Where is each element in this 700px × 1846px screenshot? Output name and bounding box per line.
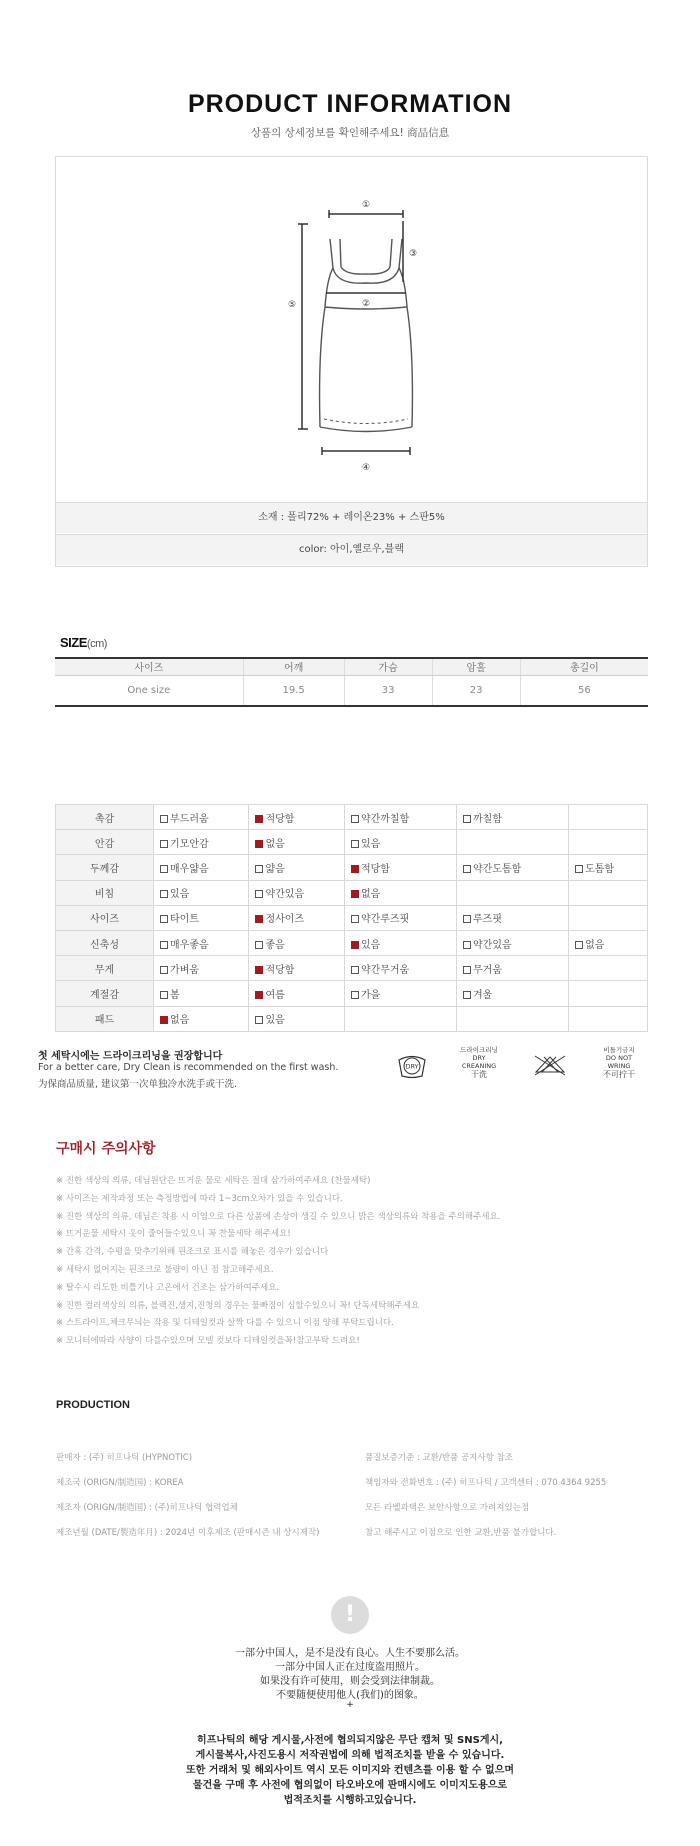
feature-option-label: 약간있음 (265, 889, 305, 901)
feature-option-label: 가을 (360, 989, 381, 1001)
feature-option (344, 830, 456, 855)
feature-label: 무게 (56, 956, 154, 981)
list-item: ※ 진한 색상의 의류, 데님은 착용 시 이염으로 다른 상품에 손상이 생길 수 있으니 밝은 색상의류와 착용을 주의해주세요. (56, 1211, 501, 1222)
feature-option-label: 있음 (265, 1015, 285, 1027)
feature-option-label: 적당함 (265, 964, 295, 976)
size-table (55, 657, 648, 707)
checked-box-icon (255, 915, 263, 923)
size-title: SIZE(cm) (60, 635, 107, 650)
production-title: PRODUCTION (56, 1399, 130, 1411)
garment-outline (320, 239, 413, 432)
feature-option (569, 855, 648, 880)
unchecked-box-icon (160, 890, 168, 898)
unchecked-box-icon (351, 915, 359, 923)
unchecked-box-icon (575, 941, 583, 949)
unchecked-box-icon (160, 865, 168, 873)
table-row (56, 855, 648, 880)
size-unit: (cm) (86, 638, 107, 650)
washing-notice-ko: 첫 세탁시에는 드라이크리닝을 권장합니다 (38, 1051, 223, 1062)
feature-option-label: 매우좋음 (170, 939, 209, 951)
size-cell: 33 (344, 675, 432, 706)
production-refund-note: 참고 해주시고 이점으로 인한 교환,반품 불가합니다. (365, 1528, 557, 1538)
unchecked-box-icon (463, 815, 471, 823)
feature-option-label: 가벼움 (170, 964, 199, 976)
unchecked-box-icon (463, 991, 471, 999)
feature-option-label: 적당함 (265, 813, 295, 825)
feature-option (457, 930, 569, 955)
feature-option (154, 930, 249, 955)
list-item: ※ 스트라이프,체크무늬는 작용 및 디테일컷과 살짝 다를 수 있으니 이점 양해 부탁드립니다. (56, 1318, 394, 1329)
feature-option-label: 기모안감 (170, 838, 209, 850)
no-bleach-icon (532, 1053, 568, 1077)
mark-5: ⑤ (287, 300, 297, 310)
washing-notice-en: For a better care, Dry Clean is recommended on the first wash. (38, 1062, 339, 1073)
plus-icon: + (346, 1700, 354, 1710)
feature-option-label: 없음 (265, 838, 285, 850)
size-header: 암홀 (432, 658, 520, 675)
unchecked-box-icon (160, 815, 168, 823)
feature-option-label: 약간도톰함 (473, 863, 522, 875)
unchecked-box-icon (463, 915, 471, 923)
feature-label: 패드 (56, 1006, 154, 1031)
unchecked-box-icon (463, 865, 471, 873)
list-item: ※ 세탁시 없어지는 핀조크로 불량이 아닌 점 참고해주세요. (56, 1264, 274, 1275)
unchecked-box-icon (351, 815, 359, 823)
checked-box-icon (351, 890, 359, 898)
size-cell: 19.5 (243, 675, 344, 706)
garment-diagram (56, 157, 647, 502)
feature-option (344, 981, 456, 1006)
feature-option-label: 없음 (360, 889, 381, 901)
feature-option (569, 880, 648, 905)
material-row: 소재 : 폴리72% + 레이온23% + 스판5% (56, 502, 647, 533)
feature-option-label: 약간까칠함 (360, 813, 410, 825)
list-item: ※ 탈수시 리도한 비틀기나 고온에서 건조는 삼가하여주세요. (56, 1282, 280, 1293)
mark-1: ① (361, 200, 371, 210)
checked-box-icon (255, 840, 263, 848)
table-row (56, 805, 648, 830)
notice-cn-line: 一部分中国人，是不是没有良心。人生不要那么活。 (235, 1648, 465, 1659)
feature-option (457, 830, 569, 855)
page-subtitle: 상품의 상세정보를 확인해주세요! 商品信息 (250, 127, 450, 139)
notice-ko-line: 물건을 구매 후 사전에 협의없이 타오바오에 판매시에도 이미지도용으로 (192, 1780, 508, 1791)
feature-label: 계절감 (56, 981, 154, 1006)
unchecked-box-icon (160, 991, 168, 999)
checked-box-icon (351, 941, 359, 949)
feature-option-label: 까칠함 (473, 813, 502, 825)
feature-option (154, 956, 249, 981)
feature-option (249, 880, 344, 905)
page-title: PRODUCT INFORMATION (187, 90, 513, 118)
unchecked-box-icon (351, 966, 359, 974)
feature-option (154, 1006, 249, 1031)
feature-option-label: 좋음 (265, 939, 285, 951)
feature-option (569, 1006, 648, 1031)
feature-option-label: 있음 (170, 889, 190, 901)
unchecked-box-icon (255, 865, 263, 873)
feature-option (344, 805, 456, 830)
unchecked-box-icon (255, 890, 263, 898)
feature-option-label: 약간무거움 (360, 964, 410, 976)
feature-option (154, 855, 249, 880)
size-cell: 56 (520, 675, 648, 706)
unchecked-box-icon (575, 865, 583, 873)
table-row (56, 830, 648, 855)
table-row (56, 930, 648, 955)
do-not-wring-icon: 비틀기금지 DO NOT WRING 不可拧干 (603, 1046, 635, 1079)
feature-option-label: 무거움 (473, 964, 502, 976)
feature-option (344, 905, 456, 930)
unchecked-box-icon (160, 966, 168, 974)
feature-option-label: 매우얇음 (170, 863, 209, 875)
notice-ko-line: 히프나틱의 해당 게시물,사전에 협의되지않은 무단 캡쳐 및 SNS게시, (197, 1735, 503, 1746)
unchecked-box-icon (463, 941, 471, 949)
unchecked-box-icon (351, 840, 359, 848)
svg-text:DRY: DRY (405, 1062, 419, 1071)
feature-label: 비침 (56, 880, 154, 905)
feature-option (457, 855, 569, 880)
feature-option-label: 부드러움 (170, 813, 209, 825)
caution-title: 구매시 주의사항 (56, 1141, 156, 1157)
exclamation-icon: ! (331, 1596, 369, 1634)
feature-option (249, 805, 344, 830)
feature-option-label: 적당함 (360, 863, 390, 875)
unchecked-box-icon (255, 1016, 263, 1024)
feature-option (249, 930, 344, 955)
feature-option (154, 981, 249, 1006)
mark-2: ② (361, 299, 371, 309)
size-cell: 23 (432, 675, 520, 706)
feature-option (569, 830, 648, 855)
color-row: color: 아이,옐로우,블랙 (56, 534, 647, 565)
production-origin: 제조국 (ORIGN/制造国) : KOREA (56, 1478, 184, 1488)
feature-option-label: 정사이즈 (265, 914, 305, 926)
table-row (56, 981, 648, 1006)
caution-list (56, 1173, 656, 1351)
table-row (56, 1006, 648, 1031)
feature-label: 안감 (56, 830, 154, 855)
feature-option (569, 805, 648, 830)
dry-icon (395, 1048, 429, 1082)
feature-option (457, 1006, 569, 1031)
feature-option-label: 없음 (170, 1015, 190, 1027)
product-info-box (55, 156, 648, 567)
feature-option-label: 없음 (585, 939, 605, 951)
notice-cn-line: 一部分中国人正在过度盗用照片。 (275, 1662, 425, 1673)
feature-label: 촉감 (56, 805, 154, 830)
feature-label: 신축성 (56, 930, 154, 955)
feature-option (249, 855, 344, 880)
feature-option (457, 905, 569, 930)
feature-option-label: 있음 (360, 838, 381, 850)
feature-option (457, 981, 569, 1006)
feature-option (569, 930, 648, 955)
unchecked-box-icon (463, 966, 471, 974)
notice-cn-line: 不要随便使用他人(我们)的图象。 (276, 1690, 424, 1701)
checked-box-icon (255, 966, 263, 974)
unchecked-box-icon (160, 941, 168, 949)
feature-option (154, 905, 249, 930)
feature-option-label: 루즈핏 (473, 914, 502, 926)
notice-ko-line: 또한 거래처 및 해외사이트 역시 모든 이미지와 컨텐츠를 이용 할 수 없으며 (185, 1765, 515, 1776)
feature-option-label: 겨울 (473, 989, 493, 1001)
production-maker: 제조자 (ORIGN/制造国) : (주)히프나틱 협력업체 (56, 1503, 238, 1513)
feature-option (344, 956, 456, 981)
feature-option (344, 855, 456, 880)
unchecked-box-icon (255, 941, 263, 949)
dry-cleaning-icon: 드라이크리닝 DRY CREANING 干洗 (460, 1046, 498, 1079)
size-header: 총길이 (520, 658, 648, 675)
feature-option (457, 956, 569, 981)
production-date: 제조년월 (DATE/製造年月) : 2024년 이후제조 (판매시즌 내 상시제작) (56, 1528, 320, 1538)
feature-option-label: 도톰함 (585, 863, 615, 875)
size-header: 사이즈 (55, 658, 243, 675)
list-item: ※ 사이즈는 제작과정 또는 측정방법에 따라 1~3cm오차가 있을 수 있습니다. (56, 1193, 343, 1204)
list-item: ※ 진한 컬러색상의 의류, 블랙진,생지,진청의 경우는 물빠짐이 심할수있으니 꼭! 단독세탁해주세요 (56, 1300, 420, 1311)
notice-ko-line: 게시물복사,사진도용시 저작권법에 의해 법적조치를 받을 수 있습니다. (195, 1750, 505, 1761)
table-row (56, 905, 648, 930)
unchecked-box-icon (351, 991, 359, 999)
feature-option (457, 805, 569, 830)
table-row (56, 880, 648, 905)
unchecked-box-icon (160, 840, 168, 848)
notice-ko-line: 법적조치를 시행하고있습니다. (283, 1795, 417, 1806)
feature-option (154, 880, 249, 905)
feature-option (249, 981, 344, 1006)
feature-option-label: 약간있음 (473, 939, 512, 951)
checked-box-icon (255, 815, 263, 823)
table-row (55, 675, 648, 706)
notice-cn-line: 如果没有许可使用，则会受到法律制裁。 (260, 1676, 440, 1687)
feature-option (344, 930, 456, 955)
production-quality: 품질보증기준 : 교환/반품 공지사항 참조 (365, 1453, 513, 1463)
feature-option-label: 타이트 (170, 914, 199, 926)
feature-option (249, 956, 344, 981)
feature-option-label: 약간루즈핏 (360, 914, 410, 926)
list-item: ※ 진한 색상의 의류, 데님원단은 뜨거운 물로 세탁은 절대 삼가하여주세요 (찬물세탁) (56, 1176, 371, 1186)
feature-option (569, 956, 648, 981)
list-item: ※ 모니터에따라 사양이 다를수있으며 모델 컷보다 디테일컷을꼭!참고부탁 드려요! (56, 1336, 360, 1347)
size-cell: One size (55, 675, 243, 706)
mark-4: ④ (361, 463, 371, 473)
feature-option-label: 얇음 (265, 863, 285, 875)
feature-option (249, 1006, 344, 1031)
checked-box-icon (255, 991, 263, 999)
list-item: ※ 뜨거운물 세탁시 옷이 줄어들수있으니 꼭 찬물세탁 해주세요! (56, 1229, 291, 1240)
feature-option (154, 805, 249, 830)
feature-option (249, 905, 344, 930)
feature-option-label: 여름 (265, 989, 285, 1001)
production-seller: 판매자 : (주) 히프나틱 (HYPNOTIC) (56, 1453, 193, 1463)
feature-option (569, 981, 648, 1006)
feature-label: 사이즈 (56, 905, 154, 930)
feature-option-label: 봄 (170, 989, 180, 1001)
unchecked-box-icon (160, 915, 168, 923)
feature-option (344, 880, 456, 905)
feature-label: 두께감 (56, 855, 154, 880)
feature-option (154, 830, 249, 855)
production-contact: 책임자와 전화번호 : (주) 히프나틱 / 고객센터 : 070 4364 9255 (365, 1478, 607, 1488)
checked-box-icon (160, 1016, 168, 1024)
feature-option (249, 830, 344, 855)
mark-3: ③ (408, 249, 418, 259)
washing-notice-cn: 为保商品质量, 建议第一次单独冷水洗手或干洗. (38, 1079, 238, 1090)
size-header: 어깨 (243, 658, 344, 675)
list-item: ※ 간혹 간격, 수평을 맞추기위해 핀조크로 표시를 해놓은 경우가 있습니다 (56, 1247, 329, 1258)
size-header: 가슴 (344, 658, 432, 675)
feature-table (55, 804, 648, 1032)
checked-box-icon (351, 865, 359, 873)
production-label-note: 모든 라벨과택은 보안사항으로 가려져있는점 (365, 1503, 530, 1513)
measure-lines (298, 210, 410, 455)
measure-labels (288, 200, 417, 473)
feature-option (457, 880, 569, 905)
feature-option (344, 1006, 456, 1031)
feature-option (569, 905, 648, 930)
table-row (56, 956, 648, 981)
feature-option-label: 있음 (360, 939, 381, 951)
